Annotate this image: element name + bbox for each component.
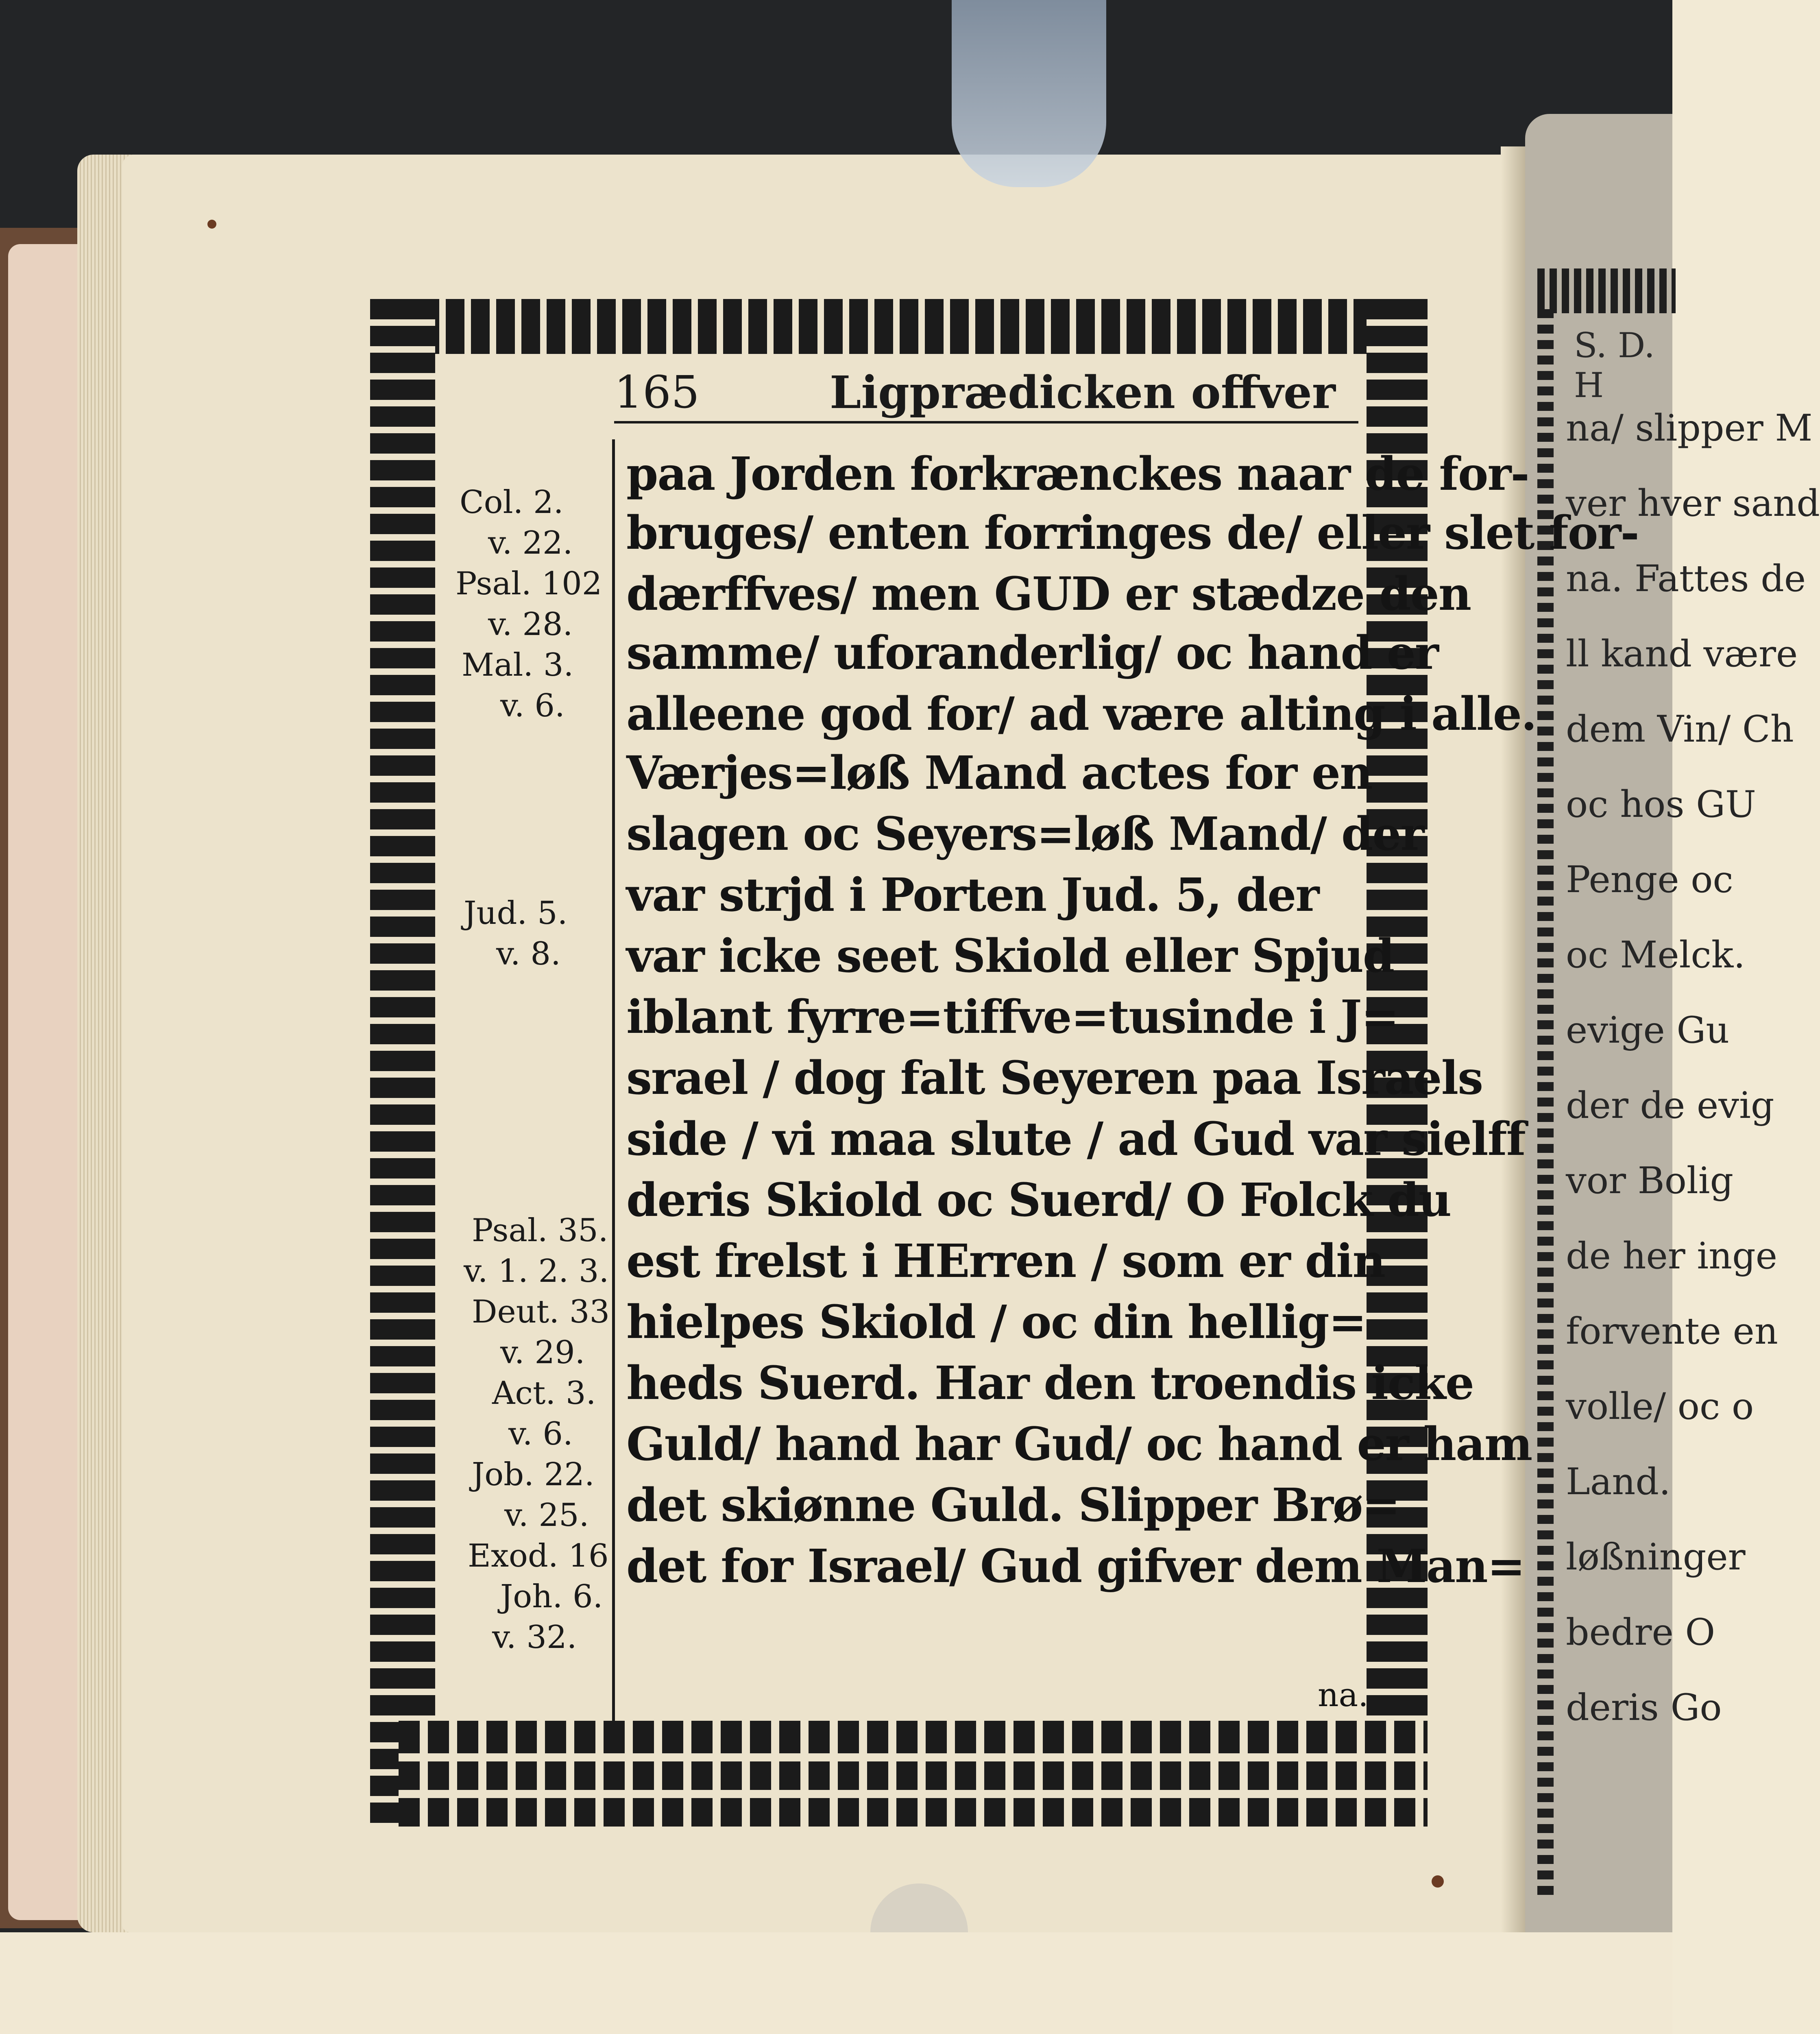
- body-line: srael / dog falt Seyeren paa Israels: [626, 1052, 1483, 1105]
- body-line: heds Suerd. Har den troendis icke: [626, 1357, 1473, 1410]
- margin-reference: Psal. 102: [456, 565, 602, 602]
- margin-reference: Act. 3.: [492, 1375, 596, 1412]
- body-line: dærffves/ men GUD er stædze den: [626, 567, 1471, 621]
- ornament-border-bottom: [399, 1721, 1428, 1827]
- body-line: var strjd i Porten Jud. 5, der: [626, 869, 1319, 922]
- facing-page-line: vor Bolig: [1566, 1159, 1734, 1202]
- margin-rule: [612, 439, 615, 1721]
- margin-reference: v. 29.: [500, 1334, 585, 1371]
- margin-reference: v. 6.: [508, 1416, 573, 1452]
- facing-page-line: oc Melck.: [1566, 934, 1745, 976]
- running-head: Ligprædicken offver: [830, 366, 1336, 419]
- body-line: deris Skiold oc Suerd/ O Folck du: [626, 1174, 1451, 1227]
- page-number: 165: [614, 366, 700, 418]
- facing-page-line: na. Fattes de: [1566, 557, 1806, 600]
- body-line: det skiønne Guld. Slipper Brø=: [626, 1479, 1400, 1532]
- margin-reference: Joh. 6.: [500, 1578, 603, 1615]
- facing-page-line: ver hver sand: [1566, 482, 1820, 525]
- body-line: hielpes Skiold / oc din hellig=: [626, 1296, 1366, 1349]
- body-line: bruges/ enten forringes de/ eller slet for-: [626, 506, 1639, 560]
- margin-reference: Jud. 5.: [464, 895, 568, 932]
- facing-page-running-head: S. D. H: [1574, 325, 1655, 405]
- facing-page-line: ll kand være: [1566, 633, 1798, 675]
- page-holder-clip: [952, 0, 1106, 187]
- body-line: est frelst i HErren / som er din: [626, 1235, 1385, 1288]
- body-line: samme/ uforanderlig/ oc hand er: [626, 626, 1438, 680]
- margin-reference: v. 6.: [500, 687, 565, 724]
- facing-page-line: Penge oc: [1566, 858, 1733, 901]
- facing-page-line: evige Gu: [1566, 1009, 1730, 1052]
- ornament-border-left: [370, 299, 435, 1829]
- margin-reference: v. 28.: [488, 606, 573, 643]
- margin-reference: v. 32.: [492, 1619, 577, 1656]
- facing-page-line: der de evig: [1566, 1084, 1774, 1127]
- facing-page-line: dem Vin/ Ch: [1566, 708, 1794, 751]
- margin-reference: Mal. 3.: [462, 647, 574, 683]
- facing-page-line: forvente en: [1566, 1310, 1778, 1353]
- margin-reference: Exod. 16: [468, 1538, 609, 1574]
- body-line: det for Israel/ Gud gifver dem Man=: [626, 1540, 1525, 1593]
- facing-page: [1525, 114, 1820, 1932]
- body-line: side / vi maa slute / ad Gud var sielff: [626, 1113, 1525, 1166]
- margin-reference: Deut. 33: [472, 1294, 610, 1330]
- facing-page-line: volle/ oc o: [1566, 1385, 1754, 1428]
- facing-page-line: løßninger: [1566, 1536, 1746, 1578]
- facing-page-line: oc hos GU: [1566, 783, 1756, 826]
- facing-page-line: na/ slipper M: [1566, 407, 1813, 450]
- background-strip: [0, 1932, 1672, 2034]
- facing-page-line: de her inge: [1566, 1235, 1777, 1277]
- margin-reference: v. 8.: [496, 936, 561, 972]
- margin-reference: Job. 22.: [472, 1456, 595, 1493]
- facing-page-line: Land.: [1566, 1460, 1671, 1503]
- margin-reference: v. 25.: [504, 1497, 589, 1534]
- body-line: Guld/ hand har Gud/ oc hand er ham: [626, 1418, 1532, 1471]
- ornament-border-top: [370, 299, 1423, 354]
- ink-spot: [1432, 1875, 1444, 1888]
- catchword: na.: [1318, 1676, 1369, 1714]
- body-line: slagen oc Seyers=løß Mand/ der: [626, 807, 1424, 861]
- body-line: iblant fyrre=tiffve=tusinde i J=: [626, 991, 1399, 1044]
- margin-reference: v. 22.: [488, 525, 573, 561]
- body-line: alleene god for/ ad være alting i alle.: [626, 687, 1536, 741]
- body-line: Værjes=løß Mand actes for en: [626, 746, 1372, 800]
- facing-page-line: bedre O: [1566, 1611, 1715, 1654]
- body-line: var icke seet Skiold eller Spjud: [626, 930, 1394, 983]
- margin-reference: v. 1. 2. 3.: [464, 1253, 609, 1290]
- ink-spot: [207, 220, 216, 229]
- body-line: paa Jorden forkrænckes naar de for-: [626, 447, 1529, 501]
- facing-page-line: deris Go: [1566, 1686, 1722, 1729]
- margin-reference: Col. 2.: [460, 484, 564, 521]
- facing-page-ornament: [1537, 268, 1676, 313]
- header-rule: [614, 421, 1358, 423]
- margin-reference: Psal. 35.: [472, 1212, 608, 1249]
